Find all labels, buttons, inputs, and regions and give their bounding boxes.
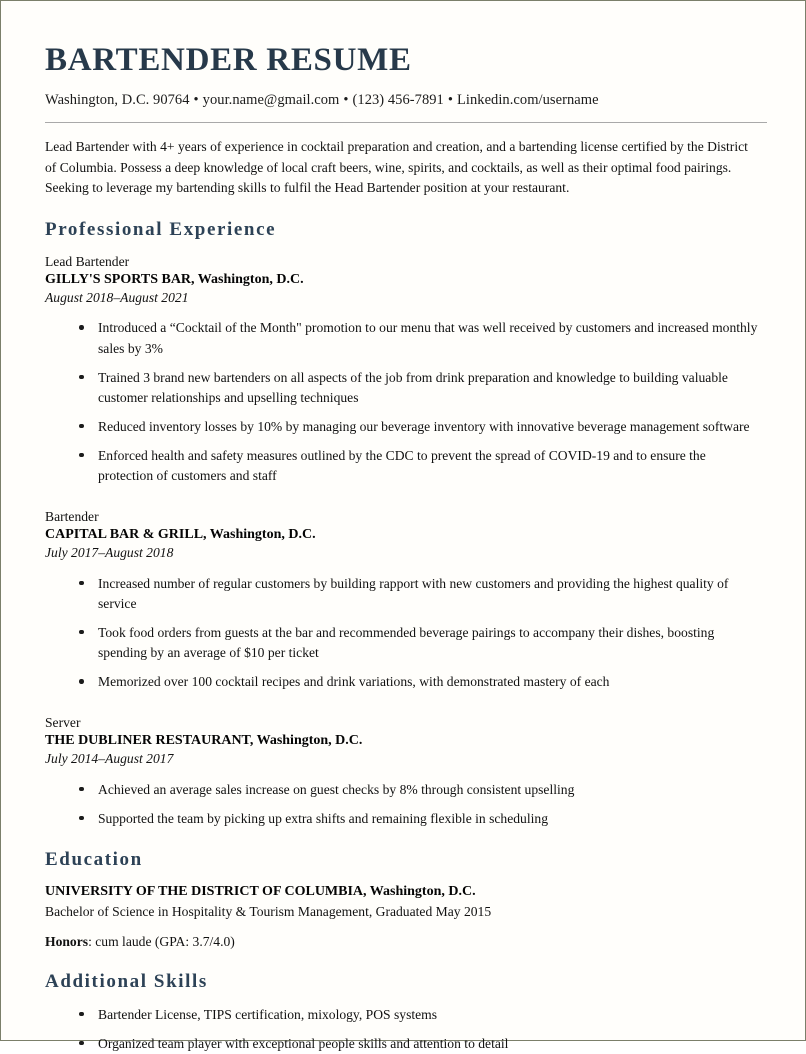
list-item: [45, 809, 767, 829]
experience-job-3: [45, 714, 767, 829]
bullet-dot-icon: [79, 375, 84, 380]
bullet-dot-icon: [79, 1012, 84, 1017]
section-additional-skills: [45, 971, 767, 1054]
bullet-text: Trained 3 brand new bartenders on all aspects of the job from drink preparation and knowledge to building valuable customer relationships and upselling techniques: [98, 369, 728, 405]
section-heading-skills: Additional Skills: [45, 970, 208, 992]
bullet-text: Reduced inventory losses by 10% by managing our beverage inventory with innovative beverage management software: [98, 418, 750, 434]
education-honors-value: : cum laude (GPA: 3.7/4.0): [88, 933, 235, 949]
contact-separator-3: •: [447, 91, 453, 108]
header-divider: [45, 122, 767, 123]
bullet-dot-icon: [79, 453, 84, 458]
list-item: [45, 780, 767, 800]
page-title: BARTENDER RESUME: [45, 42, 412, 78]
job-bullet-list: [45, 780, 767, 829]
list-item: [45, 623, 767, 663]
bullet-dot-icon: [79, 679, 84, 684]
contact-location: Washington, D.C. 90764: [45, 91, 190, 108]
bullet-dot-icon: [79, 787, 84, 792]
experience-job-2: [45, 508, 767, 692]
job-bullet-list: [45, 318, 767, 486]
section-professional-experience: [45, 219, 767, 829]
job-dates: July 2017–August 2018: [45, 545, 174, 561]
bullet-text: Bartender License, TIPS certification, mixology, POS systems: [98, 1006, 438, 1022]
list-item: [45, 446, 767, 486]
contact-email[interactable]: your.name@gmail.com: [202, 91, 340, 108]
bullet-text: Memorized over 100 cocktail recipes and drink variations, with demonstrated mastery of each: [98, 674, 610, 690]
contact-separator-2: •: [343, 91, 349, 108]
skills-bullet-list: [45, 1005, 767, 1054]
job-title: Server: [45, 715, 81, 731]
bullet-dot-icon: [79, 1041, 84, 1046]
job-title: Lead Bartender: [45, 253, 130, 269]
job-company: GILLY'S SPORTS BAR, Washington, D.C.: [45, 271, 304, 287]
bullet-text: Increased number of regular customers by building rapport with new customers and providing the highest quality of service: [98, 575, 729, 611]
list-item: [45, 318, 767, 358]
bullet-dot-icon: [79, 581, 84, 586]
job-dates: August 2018–August 2021: [45, 290, 189, 306]
job-company: CAPITAL BAR & GRILL, Washington, D.C.: [45, 526, 316, 542]
contact-separator-1: •: [193, 91, 199, 108]
bullet-text: Supported the team by picking up extra shifts and remaining flexible in scheduling: [98, 810, 549, 826]
education-school: UNIVERSITY OF THE DISTRICT OF COLUMBIA, Washington, D.C.: [45, 883, 476, 899]
bullet-text: Organized team player with exceptional people skills and attention to detail: [98, 1035, 509, 1051]
job-bullet-list: [45, 574, 767, 693]
bullet-text: Took food orders from guests at the bar and recommended beverage pairings to accompany their dishes, boosting spending by an average of $10 per ticket: [98, 624, 715, 660]
bullet-text: Introduced a “Cocktail of the Month" promotion to our menu that was well received by customers and increased monthly sales by 3%: [98, 320, 758, 356]
list-item: [45, 672, 767, 692]
bullet-text: Enforced health and safety measures outlined by the CDC to prevent the spread of COVID-19 and to ensure the protection of customers and staff: [98, 447, 706, 484]
section-heading-experience: Professional Experience: [45, 218, 277, 240]
section-education: [45, 849, 767, 951]
job-title: Bartender: [45, 509, 99, 525]
contact-linkedin[interactable]: Linkedin.com/username: [456, 91, 599, 108]
contact-line: [45, 92, 767, 109]
job-dates: July 2014–August 2017: [45, 751, 174, 767]
education-degree: Bachelor of Science in Hospitality & Tourism Management, Graduated May 2015: [45, 903, 492, 919]
summary-paragraph: Lead Bartender with 4+ years of experience in cocktail preparation and creation, and a bartending license certified by the District of Columbia. Possess a deep knowledge of local craft beers, wine, spirits, and cocktails, as well as their optimal food pairings. Seeking to leverage my bartending skills to fulfil the Head Bartender position at your restaurant.: [45, 138, 748, 196]
list-item: [45, 1034, 767, 1054]
contact-phone: (123) 456-7891: [352, 91, 444, 108]
education-honors-label: Honors: [45, 933, 89, 949]
resume-header: [45, 43, 767, 123]
list-item: [45, 574, 767, 614]
list-item: [45, 1005, 767, 1025]
experience-job-1: [45, 253, 767, 486]
bullet-dot-icon: [79, 325, 84, 330]
section-heading-education: Education: [45, 848, 143, 870]
resume-content: [1, 1, 805, 1051]
list-item: [45, 417, 767, 437]
job-company: THE DUBLINER RESTAURANT, Washington, D.C.: [45, 732, 363, 748]
bullet-text: Achieved an average sales increase on guest checks by 8% through consistent upselling: [98, 781, 575, 797]
education-honors: [45, 932, 767, 951]
list-item: [45, 368, 767, 408]
bullet-dot-icon: [79, 630, 84, 635]
bullet-dot-icon: [79, 424, 84, 429]
bullet-dot-icon: [79, 816, 84, 821]
